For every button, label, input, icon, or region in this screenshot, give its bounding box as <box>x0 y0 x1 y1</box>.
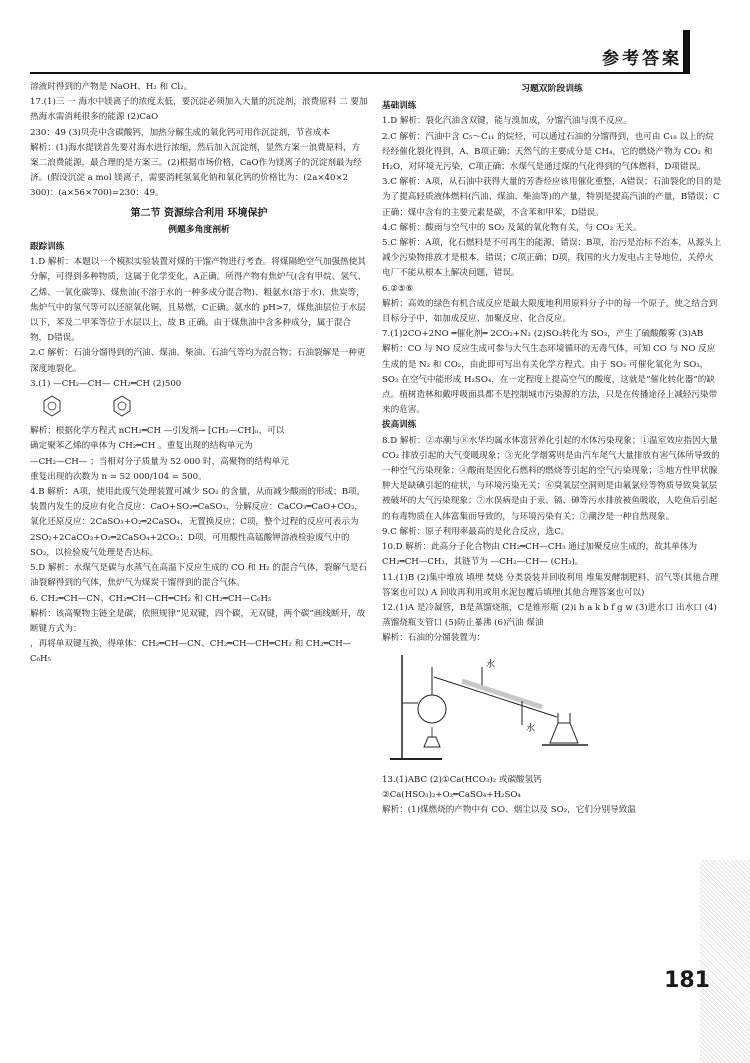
answer-item: 13.(1)ABC (2)①Ca(HCO₃)₂ 或碳酸氢钙 <box>382 774 542 785</box>
header-rule <box>30 72 690 74</box>
answer-item: 1.D 解析：裂化汽油含双键，能与溴加成，分馏汽油与溴不反应。 <box>382 116 632 127</box>
answer-item: 6. CH₂═CH—CN、CH₂═CH—CH═CH₂ 和 CH₂═CH—C₆H₅ <box>30 593 272 604</box>
water-in-label: 水 <box>526 723 536 734</box>
answer-item: 7.(1)2CO+2NO ═催化剂═ 2CO₂+N₂ (2)SO₂转化为 SO₃，产生了硫酸酸雾 (3)AB <box>382 329 704 340</box>
left-column <box>30 80 368 668</box>
answer-item: 12.(1)A 是冷凝管，B是蒸馏烧瓶，C是锥形瓶 (2)i h a k b f g w (3)进水口 出水口 (4)蒸馏烧瓶支管口 (5)防止暴沸 (6)汽油 煤油 <box>382 602 717 629</box>
text-line: 溶液时得到的产物是 NaOH、H₂ 和 Cl₂。 <box>30 82 193 92</box>
answer-item: 解析：石油的分馏装置为： <box>382 633 486 644</box>
answer-item: 5.D 解析：水煤气是碳与水蒸气在高温下反应生成的 CO 和 H₂ 的混合气体，裂解气是石油裂解得到的气体，焦炉气为煤炭干馏得到的混合气体。 <box>30 563 367 589</box>
answer-item: 11.(1)B (2)集中堆放 填埋 焚烧 分类袋装并回收利用 堆集发酵制肥料、沼气等(其他合理答案也可以) A 回收再利用或用水泥包覆后填埋(其他合理答案也可以) <box>382 572 719 598</box>
text-line: 解析：(1)海水提镁首先要对海水进行浓缩，然后加入沉淀剂，显然方案一浪费原料，方案二浪费能源，最合理的是方案三。(2)根据市场价格，CaO作为镁离子的沉淀剂最为经济。(假设沉淀 a mol 镁离子，需要消耗氢氧化钠和氧化钙的价格比为：(2a×40×2 300)：(a×56×700)=230：49。 <box>30 142 362 199</box>
answer-item: 1.D 解析：本题以一个模拟实验装置对煤的干馏产物进行考查。将煤隔绝空气加强热使其分解，可得到多种物质，这属于化学变化，A正确。所得产物有焦炉气(含有甲烷、氢气、乙烯、一氧化碳等)、煤焦油(不溶于水的一种多成分混合物)、粗氨水(溶于水)、焦炭等，焦炉气中的氢气等可以还原氧化铜，且易燃，C正确。氨水的 pH>7，煤焦油层位于水层以下，苯及二甲苯等位于水层以上，故 B 正确。由于煤焦油中含多种成分，属于混合物，D错误。 <box>30 257 367 344</box>
distillation-apparatus-diagram <box>382 647 602 767</box>
answer-item: 5.C 解析：A项，化石燃料是不可再生的能源，错误；B项，治污是治标不治本，从源头上减少污染物排放才是根本，错误；C项正确；D项，我国的火力发电占主导地位，关停火电厂不能从根本上解决问题，错误。 <box>382 238 722 279</box>
page-number: 181 <box>664 968 710 993</box>
answer-item: 2.C 解析：汽油中含 C₅～C₁₁ 的烷烃，可以通过石油的分馏得到，也可由 C₁₈ 以上的烷烃经催化裂化得到，A、B项正确；天然气的主要成分是 CH₄，它的燃烧产物为 CO₂ 和 H₂O，对环境无污染，C项正确；水煤气是通过煤的气化得到的气体燃料，D项错误。 <box>382 131 714 173</box>
answer-item: ②Ca(HSO₃)₂+O₂═CaSO₄+H₂SO₄ <box>382 789 521 800</box>
section-title: 习题双阶段训练 <box>521 84 583 94</box>
answer-item: 确定聚苯乙烯的单体为 CH₂═CH 。重复出现的结构单元为 <box>30 441 253 452</box>
text-line: 230：49 (3)贝壳中含碳酸钙，加热分解生成的氧化钙可用作沉淀剂，节省成本 <box>30 127 331 138</box>
water-out-label: 水 <box>486 659 496 670</box>
scan-grain-texture <box>700 860 750 1063</box>
header-bar <box>683 30 690 74</box>
answer-item: 10.D 解析：此高分子化合物由 CH₂═CH—CH₃ 通过加聚反应生成的，故其单体为 CH₂═CH—CH₃，其链节为 —CH₂—CH— (CH₃)。 <box>382 542 698 568</box>
answer-item: 重复出现的次数为 n = 52 000/104 = 500。 <box>30 471 207 482</box>
right-column <box>382 80 722 818</box>
basic-training-label: 基础训练 <box>382 101 417 112</box>
answer-item: 8.D 解析：②赤潮与⑧水华均属水体富营养化引起的水体污染现象；①温室效应指因大量 CO₂ 排放引起的大气变暖现象；③光化学烟雾则是由汽车尾气大量排放有害气体所导致的一种空气污染现象；④酸雨是因化石燃料的燃烧等引起的空气污染现象；⑤地方性甲状腺肿大是缺碘引起的症状，与环境污染无关；⑥臭氧层空洞则是由氟氯烃等物质导致臭氧层被破坏的大气污染现象；⑦水俣病是由于汞、镉、砷等污水排放被鱼吸收，人吃鱼后引起的有毒物质在人体富集而导致的，与环境污染有关；⑦潮汐是一种自然现象。 <box>382 435 720 522</box>
answer-item: 解析：根据化学方程式 nCH₂═CH —引发剂→ [CH₂—CH]ₙ，可以 <box>30 426 285 437</box>
answer-item: 2.C 解析：石油分馏得到的汽油、煤油、柴油、石油气等均为混合物；石油裂解是一种更深度地裂化。 <box>30 348 366 374</box>
answer-item: —CH₂—CH— ；当相对分子质量为 52 000 时，高聚物的结构单元 <box>30 456 289 467</box>
answer-item: 解析：高效的绿色有机合成反应是最大限度地利用原料分子中的每一个原子，使之结合到目标分子中，如加成反应、加聚反应、化合反应。 <box>382 298 718 325</box>
answer-item: 6.②⑤⑥ <box>382 283 414 294</box>
subsection-title: 例题多角度剖析 <box>168 224 230 235</box>
training-label: 跟踪训练 <box>30 242 65 253</box>
answer-item: 9.C 解析：原子利用率最高的是化合反应，选C。 <box>382 526 570 537</box>
answer-item: 解析：该高聚物主链全是碳，依照规律“见双键，四个碳，无双键，两个碳”画线断开，故断键方式为： <box>30 608 366 634</box>
answer-item: 4.B 解析：A项，使用此废气处理装置可减少 SO₂ 的含量，从而减少酸雨的形成；B项，装置内发生的反应有化合反应：CaO+SO₂═CaSO₃，分解反应：CaCO₃═CaO+CO₂，氧化还原反应：2CaSO₃+O₂═2CaSO₄，无置换反应；C项，整个过程的反应可表示为 2SO₂+2CaCO₃+O₂═2CaSO₄+2CO₂；D项，可用酸性高锰酸钾溶液检验废气中的 SO₂，以检验废气处理是否达标。 <box>30 487 366 558</box>
answer-item: 4.C 解析：酸雨与空气中的 SO₂ 及氮的氧化物有关，与 CO₂ 无关。 <box>382 222 642 233</box>
answer-item: 3.(1) —CH₂—CH— CH₂═CH (2)500 <box>30 378 182 389</box>
benzene-structures-icon <box>30 392 180 418</box>
answer-item: ，再将单双键互换，得单体：CH₂═CH—CN、CH₂═CH—CH═CH₂ 和 CH₂═CH—C₆H₅ <box>30 639 352 665</box>
answer-item: 解析：(1)煤燃烧的产物中有 CO、烟尘以及 SO₂，它们分别导致温 <box>382 805 636 816</box>
text-line: 17.(1)三 一 海水中镁离子的浓度太低，要沉淀必须加入大量的沉淀剂，浪费原料 二 要加热海水需消耗很多的能源 (2)CaO <box>30 97 368 123</box>
advanced-training-label: 拔高训练 <box>382 420 417 431</box>
section-title: 第二节 资源综合利用 环境保护 <box>130 207 268 219</box>
header-title: 参考答案 <box>602 49 682 69</box>
answer-item: 3.C 解析：A项，从石油中获得大量的芳香烃应该用催化重整，A错误；石油裂化的目的是为了提高轻质液体燃料(汽油、煤油、柴油等)的产量，特别是提高汽油的产量，B错误；C正确；煤中含有的主要元素是碳，不含苯和甲苯，D错误。 <box>382 177 722 218</box>
answer-item: 解析：CO 与 NO 反应生成可参与大气生态环境循环的无毒气体，可知 CO 与 NO 反应生成的是 N₂ 和 CO₂，由此即可写出有关化学方程式。由于 SO₂ 可催化氧化为 SO₃，SO₃ 在空气中能形成 H₂SO₄，在一定程度上提高空气的酸度，这就是“催化转化器”的缺点。植树造林和戴呼吸面具都不是控制城市污染源的方法，只是在传播途径上减轻污染带来的危害。 <box>382 344 718 416</box>
